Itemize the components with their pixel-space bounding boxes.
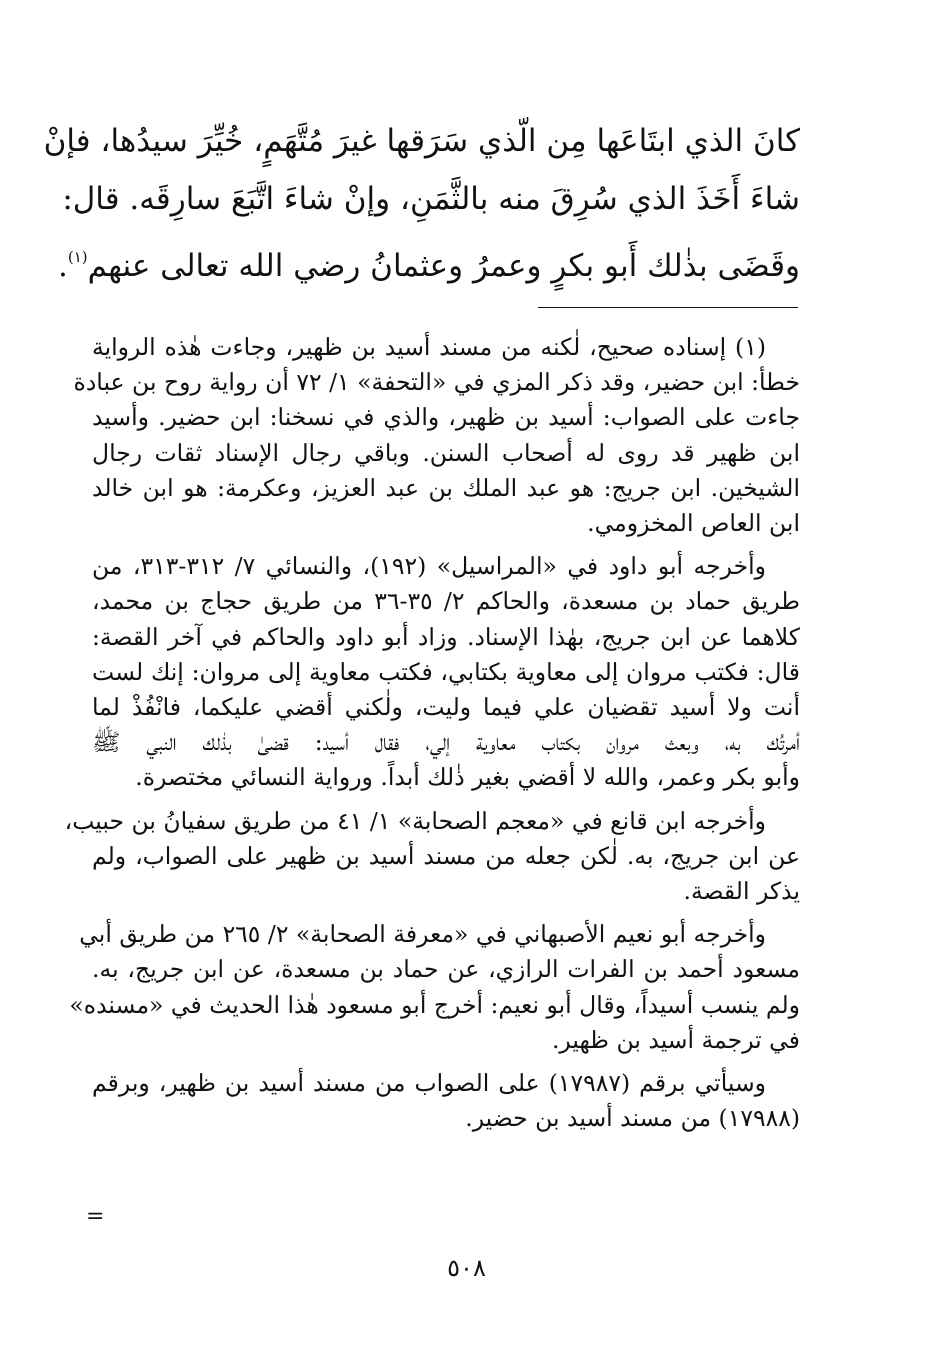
footnote-line: وأخرجه أبو نعيم الأصبهاني في «معرفة الصحابة» ٢/ ٢٦٥ من طريق أبي xyxy=(79,920,766,949)
main-text-line: كانَ الذي ابتَاعَها مِن الّذي سَرَقها غيرَ مُتَّهَمٍ، خُيِّرَ سيدُها، فإنْ xyxy=(43,123,800,159)
footnote-line: أمرتُك به، وبعث مروان بكتاب معاوية إلي، فقال أسيد: قضىٰ بذٰلك النبي ﷺ xyxy=(92,728,800,757)
footnote-line: ابن العاص المخزومي. xyxy=(587,509,800,538)
main-text-end-punct: . xyxy=(57,248,68,284)
footnote-paragraph xyxy=(69,917,800,1058)
footnote-line: عن ابن جريج، به. لٰكن جعله من مسند أسيد بن ظهير على الصواب، ولم xyxy=(92,841,800,870)
footnote-paragraph xyxy=(92,549,800,795)
main-text-line xyxy=(57,228,800,295)
footnote-line: وسيأتي برقم (١٧٩٨٧) على الصواب من مسند أسيد بن ظهير، وبرقم xyxy=(92,1069,766,1098)
footnote-paragraph xyxy=(73,330,800,541)
footnote-line: خطأ: ابن حضير، وقد ذكر المزي في «التحفة» ١/ ٧٢ أن رواية روح بن عبادة xyxy=(73,368,800,397)
continuation-mark: = xyxy=(86,1204,105,1229)
footnote-separator xyxy=(538,307,798,308)
footnote-line: وأخرجه ابن قانع في «معجم الصحابة» ١/ ٤١ من طريق سفيانُ بن حبيب، xyxy=(64,806,766,835)
footnote-paragraph xyxy=(64,804,800,910)
footnote-line: في ترجمة أسيد بن ظهير. xyxy=(551,1025,800,1054)
footnote-line: ولم ينسب أسيداً، وقال أبو نعيم: أخرج أبو مسعود هٰذا الحديث في «مسنده» xyxy=(69,990,800,1019)
page-number: ٥٠٨ xyxy=(447,1254,486,1282)
footnotes xyxy=(64,330,800,1144)
footnote-reference: (١) xyxy=(67,248,88,266)
footnote-line: أنت ولا أسيد تقضيان علي فيما وليت، ولٰكني أقضي عليكما، فانْفُذْ لما xyxy=(92,693,800,722)
main-text-line-content: وقَضَى بذٰلك أَبو بكرٍ وعمرُ وعثمانُ رضي الله تعالى عنهم xyxy=(87,248,800,284)
footnote-line: الشيخين. ابن جريج: هو عبد الملك بن عبد العزيز، وعكرمة: هو ابن خالد xyxy=(92,473,800,502)
footnote-line: كلاهما عن ابن جريج، بهٰذا الإسناد. وزاد أبو داود والحاكم في آخر القصة: xyxy=(92,622,800,651)
main-text-line: شاءَ أَخَذَ الذي سُرِقَ منه بالثَّمَنِ، وإنْ شاءَ اتَّبَعَ سارِقَه. قال: xyxy=(62,181,800,217)
footnote-line: يذكر القصة. xyxy=(683,877,800,906)
footnote-line: طريق حماد بن مسعدة، والحاكم ٢/ ٣٥-٣٦ من طريق حجاج بن محمد، xyxy=(92,587,800,616)
footnote-line: (١٧٩٨٨) من مسند أسيد بن حضير. xyxy=(465,1104,800,1133)
footnote-line: قال: فكتب مروان إلى معاوية بكتابي، فكتب معاوية إلى مروان: إنك لست xyxy=(92,657,800,686)
footnote-line: جاءت على الصواب: أسيد بن ظهير، والذي في نسخنا: ابن حضير. وأسيد xyxy=(92,403,800,432)
footnote-line: مسعود أحمد بن الفرات الرازي، عن حماد بن مسعدة، عن ابن جريج، به. xyxy=(92,955,800,984)
footnote-line: (١) إسناده صحيح، لٰكنه من مسند أسيد بن ظهير، وجاءت هٰذه الرواية xyxy=(92,333,766,361)
footnote-line: وأخرجه أبو داود في «المراسيل» (١٩٢)، والنسائي ٧/ ٣١٢-٣١٣، من xyxy=(92,552,767,581)
footnote-line: ابن ظهير قد روى له أصحاب السنن. وباقي رجال الإسناد ثقات رجال xyxy=(92,438,800,467)
footnote-paragraph xyxy=(92,1066,800,1136)
main-text xyxy=(43,112,800,295)
footnote-line: وأبو بكر وعمر، والله لا أقضي بغير ذٰلك أبداً. ورواية النسائي مختصرة. xyxy=(135,763,800,792)
